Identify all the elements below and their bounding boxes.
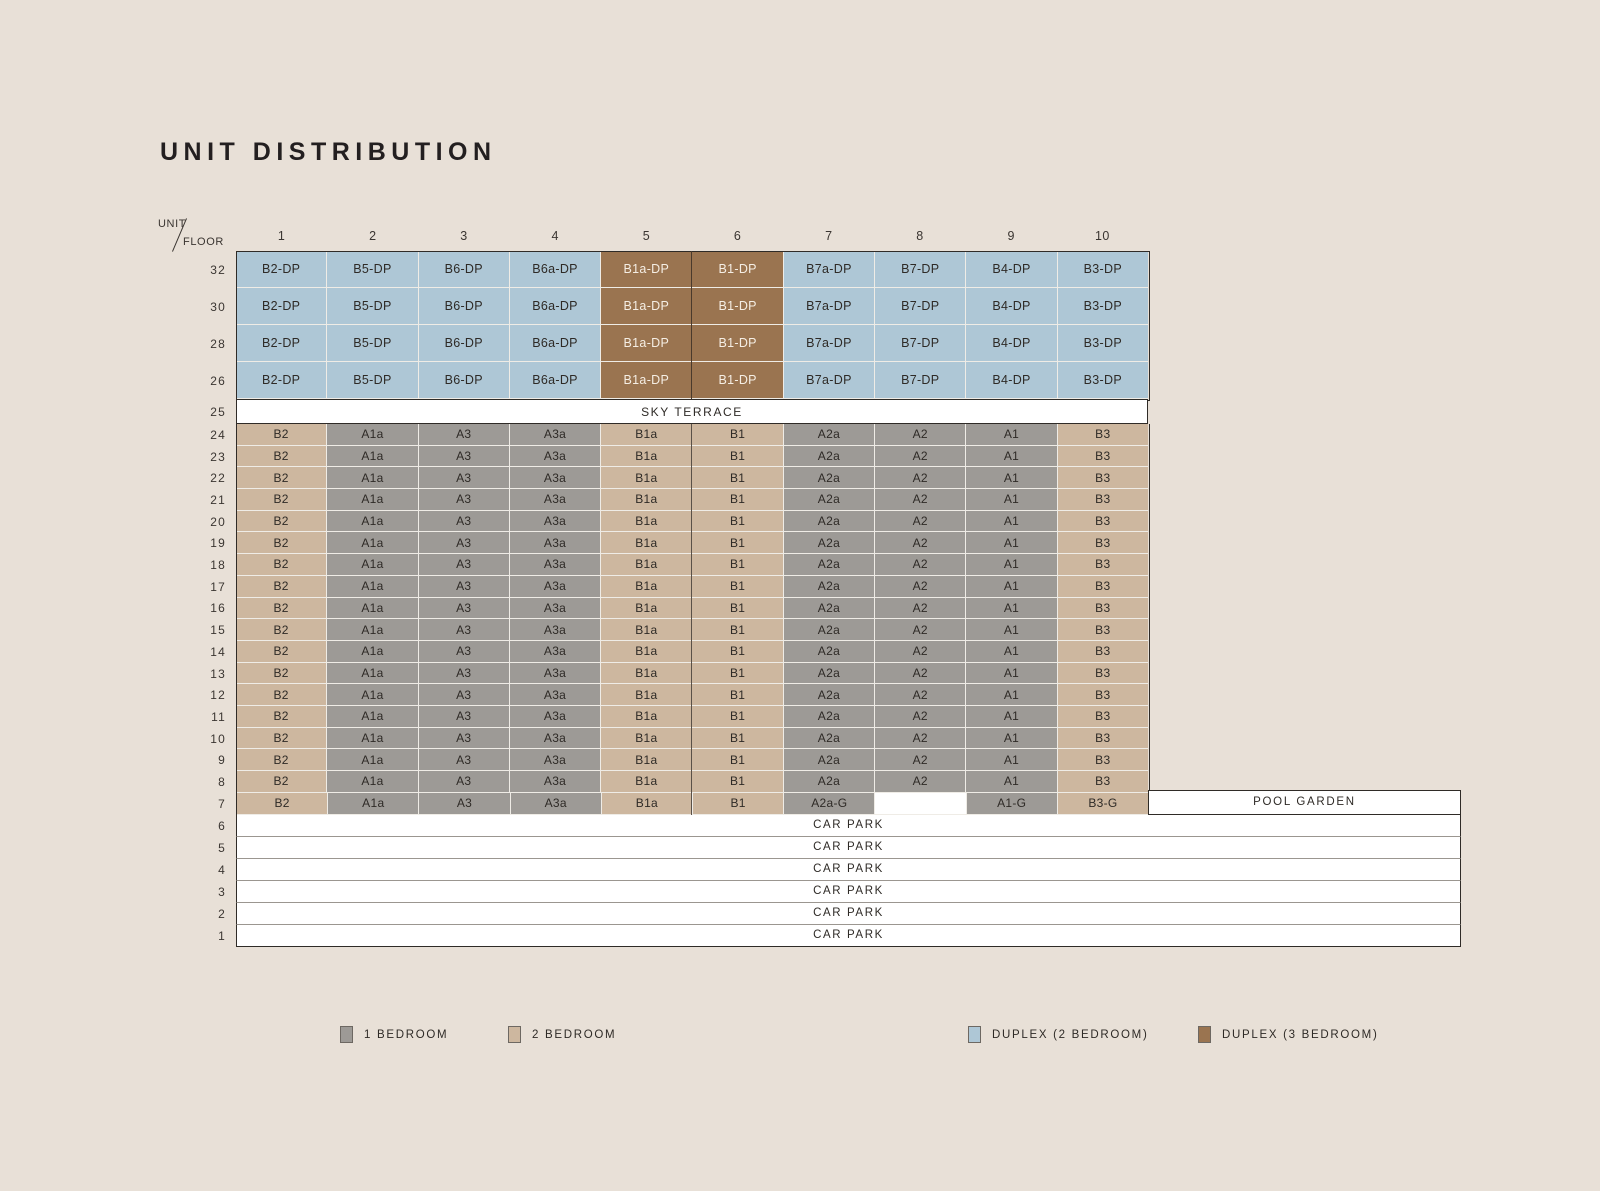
floor-label-15: 15: [210, 623, 226, 638]
unit-cell[interactable]: B1a: [601, 663, 692, 685]
floor-label-2: 2: [218, 906, 226, 921]
floor-label-17: 17: [210, 579, 226, 594]
column-header-9: 9: [1007, 229, 1015, 243]
unit-cell[interactable]: B2: [236, 424, 327, 446]
column-header-8: 8: [916, 229, 924, 243]
unit-cell[interactable]: B4-DP: [966, 288, 1057, 325]
unit-cell[interactable]: A1: [966, 554, 1057, 576]
unit-cell[interactable]: B7-DP: [875, 288, 966, 325]
unit-cell[interactable]: A2a: [784, 554, 875, 576]
column-header-row: [236, 229, 1148, 247]
unit-cell[interactable]: A1a: [327, 749, 418, 771]
unit-cell[interactable]: A1a: [327, 467, 418, 489]
unit-cell[interactable]: B1a: [601, 554, 692, 576]
unit-cell[interactable]: B1: [692, 424, 783, 446]
unit-cell[interactable]: B2: [236, 619, 327, 641]
unit-cell[interactable]: A1a: [328, 793, 419, 815]
unit-cell[interactable]: A1: [966, 706, 1057, 728]
unit-cell[interactable]: B1: [692, 467, 783, 489]
unit-cell[interactable]: A3a: [510, 706, 601, 728]
unit-cell[interactable]: B3: [1058, 663, 1148, 685]
unit-cell[interactable]: A2a: [784, 576, 875, 598]
unit-cell[interactable]: B3: [1058, 706, 1148, 728]
unit-cell[interactable]: A2a: [784, 467, 875, 489]
floor-label-7: 7: [218, 796, 226, 811]
unit-cell[interactable]: A3a: [510, 554, 601, 576]
unit-cell[interactable]: B1a: [601, 489, 692, 511]
legend-label: 1 BEDROOM: [364, 1028, 449, 1041]
unit-cell[interactable]: B3: [1058, 532, 1148, 554]
unit-cell[interactable]: B1a: [601, 598, 692, 620]
unit-cell[interactable]: B2: [236, 489, 327, 511]
unit-cell[interactable]: B2: [236, 446, 327, 468]
car-park-row: CAR PARK: [236, 859, 1461, 881]
unit-cell[interactable]: A1a: [327, 619, 418, 641]
floor-label-11: 11: [211, 709, 226, 724]
duplex-core-divider: [691, 251, 692, 399]
unit-cell[interactable]: B1a-DP: [601, 325, 692, 362]
unit-cell[interactable]: B1-DP: [692, 288, 783, 325]
floor-label-32: 32: [210, 262, 226, 277]
floor-label-5: 5: [218, 840, 226, 855]
unit-cell[interactable]: B4-DP: [966, 362, 1057, 399]
unit-cell[interactable]: A3a: [510, 511, 601, 533]
unit-cell[interactable]: B1: [692, 684, 783, 706]
unit-cell[interactable]: A2a: [784, 663, 875, 685]
unit-cell[interactable]: B4-DP: [966, 251, 1057, 288]
unit-cell[interactable]: A2: [875, 489, 966, 511]
unit-cell[interactable]: A3a: [510, 619, 601, 641]
unit-cell[interactable]: A2a: [784, 749, 875, 771]
unit-cell[interactable]: A3: [419, 749, 510, 771]
unit-cell[interactable]: A3a: [510, 771, 601, 793]
unit-cell[interactable]: B3: [1058, 446, 1148, 468]
unit-cell[interactable]: A1: [966, 467, 1057, 489]
unit-cell[interactable]: B3-G: [1058, 793, 1148, 815]
unit-cell[interactable]: A2: [875, 641, 966, 663]
unit-cell[interactable]: B2: [236, 467, 327, 489]
unit-cell[interactable]: A2a: [784, 532, 875, 554]
unit-cell[interactable]: B1a: [601, 749, 692, 771]
unit-cell[interactable]: A3: [419, 619, 510, 641]
car-park-row: CAR PARK: [236, 903, 1461, 925]
unit-cell[interactable]: A2: [875, 771, 966, 793]
unit-cell[interactable]: A2a: [784, 728, 875, 750]
unit-cell[interactable]: A2a: [784, 706, 875, 728]
floor-label-22: 22: [210, 471, 226, 486]
unit-cell[interactable]: B3-DP: [1058, 251, 1148, 288]
unit-cell[interactable]: A1: [966, 424, 1057, 446]
unit-cell[interactable]: B2-DP: [236, 288, 327, 325]
unit-cell[interactable]: A1: [966, 684, 1057, 706]
unit-cell[interactable]: A2a: [784, 771, 875, 793]
unit-cell[interactable]: B3: [1058, 576, 1148, 598]
unit-cell[interactable]: B2: [237, 793, 328, 815]
unit-cell[interactable]: B1: [692, 532, 783, 554]
unit-cell[interactable]: B6-DP: [419, 288, 510, 325]
unit-cell[interactable]: B1a: [601, 619, 692, 641]
legend-item: [340, 1026, 448, 1043]
unit-cell[interactable]: B1-DP: [692, 362, 783, 399]
unit-cell[interactable]: A1a: [327, 489, 418, 511]
column-header-3: 3: [460, 229, 468, 243]
legend-label: DUPLEX (3 BEDROOM): [1222, 1028, 1379, 1041]
unit-cell[interactable]: B1: [692, 728, 783, 750]
floor-label-28: 28: [210, 336, 226, 351]
unit-cell[interactable]: B2: [236, 576, 327, 598]
unit-cell[interactable]: B3: [1058, 684, 1148, 706]
unit-cell[interactable]: A2: [875, 663, 966, 685]
unit-cell[interactable]: A1: [966, 489, 1057, 511]
column-header-10: 10: [1094, 229, 1110, 243]
unit-cell[interactable]: B1: [692, 446, 783, 468]
unit-cell[interactable]: A2: [875, 706, 966, 728]
floor-label-1: 1: [218, 928, 226, 943]
unit-cell[interactable]: B1: [692, 771, 783, 793]
unit-cell[interactable]: B1a: [601, 576, 692, 598]
unit-cell[interactable]: A1a: [327, 728, 418, 750]
car-park-row: CAR PARK: [236, 925, 1461, 947]
unit-cell[interactable]: B3: [1058, 511, 1148, 533]
unit-distribution-grid: [236, 251, 1356, 947]
unit-cell[interactable]: A3: [419, 532, 510, 554]
unit-cell[interactable]: B1: [692, 706, 783, 728]
unit-cell[interactable]: B5-DP: [327, 362, 418, 399]
unit-cell[interactable]: A3: [419, 424, 510, 446]
unit-cell[interactable]: A2a: [784, 446, 875, 468]
floor-label-12: 12: [210, 688, 226, 703]
unit-cell[interactable]: A3a: [510, 467, 601, 489]
unit-cell[interactable]: B1a: [601, 446, 692, 468]
legend-item: [968, 1026, 1148, 1043]
legend-swatch-icon: [340, 1026, 353, 1043]
legend-item: [508, 1026, 616, 1043]
unit-cell[interactable]: A3: [419, 706, 510, 728]
floor-label-6: 6: [218, 818, 226, 833]
floor-label-16: 16: [210, 601, 226, 616]
unit-cell[interactable]: A2: [875, 728, 966, 750]
unit-cell[interactable]: B2-DP: [236, 251, 327, 288]
column-header-7: 7: [825, 229, 833, 243]
unit-cell[interactable]: B1a: [601, 684, 692, 706]
unit-cell[interactable]: A2: [875, 424, 966, 446]
unit-cell[interactable]: B3: [1058, 641, 1148, 663]
standard-core-divider: [691, 424, 692, 815]
unit-cell[interactable]: B7a-DP: [784, 288, 875, 325]
floor-label-8: 8: [218, 775, 226, 790]
unit-cell[interactable]: B3: [1058, 554, 1148, 576]
unit-cell[interactable]: A2: [875, 532, 966, 554]
unit-cell[interactable]: B1a-DP: [601, 362, 692, 399]
unit-cell[interactable]: A3: [419, 576, 510, 598]
unit-cell[interactable]: B1a: [601, 771, 692, 793]
unit-cell[interactable]: B2: [236, 663, 327, 685]
unit-cell[interactable]: B6a-DP: [510, 362, 601, 399]
axis-floor-label: FLOOR: [183, 236, 224, 248]
unit-cell[interactable]: A3: [419, 467, 510, 489]
unit-cell[interactable]: A3: [419, 641, 510, 663]
unit-cell[interactable]: A3: [419, 598, 510, 620]
unit-cell[interactable]: A2: [875, 684, 966, 706]
unit-cell[interactable]: B1a: [601, 641, 692, 663]
legend-swatch-icon: [968, 1026, 981, 1043]
unit-cell[interactable]: A1: [966, 619, 1057, 641]
unit-cell[interactable]: A2: [875, 554, 966, 576]
floor-label-25: 25: [210, 404, 226, 419]
unit-cell[interactable]: B1: [692, 554, 783, 576]
unit-cell[interactable]: A1a: [327, 511, 418, 533]
unit-cell[interactable]: A2: [875, 511, 966, 533]
unit-cell[interactable]: B2-DP: [236, 362, 327, 399]
unit-cell[interactable]: A1: [966, 446, 1057, 468]
unit-cell[interactable]: A3: [419, 793, 510, 815]
unit-cell[interactable]: A3a: [510, 598, 601, 620]
unit-cell[interactable]: B3: [1058, 749, 1148, 771]
unit-cell[interactable]: B2: [236, 598, 327, 620]
unit-cell[interactable]: A3: [419, 446, 510, 468]
unit-cell[interactable]: A1a: [327, 446, 418, 468]
unit-cell[interactable]: A1: [966, 532, 1057, 554]
unit-cell[interactable]: B3: [1058, 424, 1148, 446]
unit-cell[interactable]: A2: [875, 446, 966, 468]
unit-cell[interactable]: B3-DP: [1058, 288, 1148, 325]
unit-cell[interactable]: B7a-DP: [784, 325, 875, 362]
legend-label: DUPLEX (2 BEDROOM): [992, 1028, 1149, 1041]
floor-label-18: 18: [210, 558, 226, 573]
unit-cell[interactable]: A1: [966, 771, 1057, 793]
unit-cell[interactable]: B1a: [601, 532, 692, 554]
unit-cell[interactable]: A1: [966, 749, 1057, 771]
unit-cell[interactable]: A1a: [327, 663, 418, 685]
unit-cell[interactable]: B6-DP: [419, 362, 510, 399]
unit-cell[interactable]: B1: [692, 489, 783, 511]
floor-label-13: 13: [210, 666, 226, 681]
unit-cell[interactable]: B3-DP: [1058, 362, 1148, 399]
unit-cell[interactable]: A2a: [784, 684, 875, 706]
unit-cell[interactable]: A1a: [327, 706, 418, 728]
unit-cell[interactable]: B1a: [601, 467, 692, 489]
unit-cell[interactable]: B7a-DP: [784, 251, 875, 288]
unit-cell[interactable]: B1a: [601, 511, 692, 533]
unit-cell[interactable]: B1a: [601, 424, 692, 446]
unit-cell[interactable]: B3: [1058, 489, 1148, 511]
unit-cell[interactable]: A2a: [784, 598, 875, 620]
unit-cell[interactable]: A3: [419, 771, 510, 793]
floor-label-21: 21: [210, 492, 226, 507]
floor-7-row-wrapper: [236, 793, 1461, 815]
standard-floors-block: [236, 424, 1148, 793]
unit-cell[interactable]: B1a: [601, 728, 692, 750]
unit-cell[interactable]: B2: [236, 684, 327, 706]
unit-cell[interactable]: [875, 793, 966, 815]
unit-cell[interactable]: A2: [875, 467, 966, 489]
car-park-row: CAR PARK: [236, 881, 1461, 903]
unit-cell[interactable]: B3: [1058, 728, 1148, 750]
legend-item: [1198, 1026, 1378, 1043]
unit-cell[interactable]: A1a: [327, 532, 418, 554]
unit-cell[interactable]: B1-DP: [692, 325, 783, 362]
unit-cell[interactable]: A1a: [327, 641, 418, 663]
unit-cell[interactable]: B1a-DP: [601, 251, 692, 288]
unit-cell[interactable]: A3a: [510, 489, 601, 511]
unit-cell[interactable]: B2: [236, 771, 327, 793]
unit-cell[interactable]: A2a: [784, 641, 875, 663]
unit-cell[interactable]: B3: [1058, 771, 1148, 793]
unit-cell[interactable]: B3: [1058, 467, 1148, 489]
unit-cell[interactable]: A1-G: [967, 793, 1058, 815]
column-header-6: 6: [733, 229, 742, 243]
unit-cell[interactable]: B2: [236, 728, 327, 750]
unit-cell[interactable]: B2-DP: [236, 325, 327, 362]
unit-cell[interactable]: B7-DP: [875, 325, 966, 362]
unit-cell[interactable]: B5-DP: [327, 251, 418, 288]
unit-cell[interactable]: A3a: [510, 532, 601, 554]
unit-cell[interactable]: B4-DP: [966, 325, 1057, 362]
unit-cell[interactable]: B2: [236, 749, 327, 771]
unit-cell[interactable]: A3: [419, 554, 510, 576]
floor-label-3: 3: [218, 884, 226, 899]
unit-cell[interactable]: A3a: [510, 424, 601, 446]
legend-swatch-icon: [508, 1026, 521, 1043]
unit-cell[interactable]: B2: [236, 554, 327, 576]
floor-label-14: 14: [210, 644, 226, 659]
unit-cell[interactable]: A3a: [510, 728, 601, 750]
unit-cell[interactable]: B7-DP: [875, 362, 966, 399]
legend-swatch-icon: [1198, 1026, 1211, 1043]
floor-label-30: 30: [210, 299, 226, 314]
unit-cell[interactable]: B2: [236, 532, 327, 554]
floor-label-10: 10: [210, 731, 226, 746]
unit-cell[interactable]: B3-DP: [1058, 325, 1148, 362]
unit-cell[interactable]: A1: [966, 641, 1057, 663]
unit-cell[interactable]: A3: [419, 728, 510, 750]
column-header-4: 4: [551, 229, 559, 243]
unit-cell[interactable]: A3: [419, 684, 510, 706]
unit-cell[interactable]: B2: [236, 641, 327, 663]
unit-cell[interactable]: A1: [966, 728, 1057, 750]
unit-cell[interactable]: A1a: [327, 576, 418, 598]
unit-cell[interactable]: B3: [1058, 598, 1148, 620]
unit-cell[interactable]: A1a: [327, 424, 418, 446]
unit-cell[interactable]: A2a: [784, 511, 875, 533]
car-park-row: CAR PARK: [236, 837, 1461, 859]
unit-cell[interactable]: B1: [692, 511, 783, 533]
duplex-block: [236, 251, 1148, 399]
unit-cell[interactable]: B1: [692, 598, 783, 620]
unit-cell[interactable]: A3a: [510, 684, 601, 706]
sky-terrace-row: SKY TERRACE: [236, 399, 1148, 424]
car-park-block: [236, 815, 1461, 947]
unit-cell[interactable]: A2: [875, 619, 966, 641]
column-header-5: 5: [642, 229, 651, 243]
unit-cell[interactable]: A1: [966, 663, 1057, 685]
unit-cell[interactable]: B1: [692, 663, 783, 685]
floor-label-26: 26: [210, 373, 226, 388]
unit-cell[interactable]: A2: [875, 598, 966, 620]
unit-cell[interactable]: B6-DP: [419, 251, 510, 288]
legend: [340, 1026, 1400, 1048]
unit-cell[interactable]: B2: [236, 706, 327, 728]
unit-cell[interactable]: A2a: [784, 489, 875, 511]
unit-cell[interactable]: A1: [966, 511, 1057, 533]
unit-cell[interactable]: B6a-DP: [510, 288, 601, 325]
unit-cell[interactable]: B1a-DP: [601, 288, 692, 325]
unit-cell[interactable]: B5-DP: [327, 288, 418, 325]
unit-cell[interactable]: B2: [236, 511, 327, 533]
unit-cell[interactable]: A2: [875, 576, 966, 598]
unit-cell[interactable]: B1: [693, 793, 784, 815]
unit-cell[interactable]: B6a-DP: [510, 325, 601, 362]
unit-cell[interactable]: B1: [692, 576, 783, 598]
unit-cell[interactable]: A3a: [511, 793, 602, 815]
unit-cell[interactable]: B7a-DP: [784, 362, 875, 399]
column-header-2: 2: [369, 229, 377, 243]
column-header-1: 1: [277, 229, 286, 243]
unit-cell[interactable]: B3: [1058, 619, 1148, 641]
floor-label-20: 20: [210, 514, 226, 529]
unit-cell[interactable]: A1a: [327, 554, 418, 576]
unit-cell[interactable]: B1: [692, 641, 783, 663]
unit-cell[interactable]: A3a: [510, 663, 601, 685]
unit-cell[interactable]: A2a: [784, 619, 875, 641]
unit-cell[interactable]: A3: [419, 511, 510, 533]
unit-cell[interactable]: B1: [692, 749, 783, 771]
unit-cell[interactable]: A3: [419, 489, 510, 511]
unit-cell[interactable]: B1a: [602, 793, 693, 815]
car-park-row: CAR PARK: [236, 815, 1461, 837]
floor-label-19: 19: [210, 536, 226, 551]
unit-cell[interactable]: B5-DP: [327, 325, 418, 362]
floor-label-24: 24: [210, 427, 226, 442]
axis-unit-label: UNIT: [158, 218, 187, 230]
unit-cell[interactable]: B1-DP: [692, 251, 783, 288]
unit-cell[interactable]: A2a-G: [784, 793, 875, 815]
unit-cell[interactable]: A3a: [510, 641, 601, 663]
unit-cell[interactable]: A1: [966, 598, 1057, 620]
unit-cell[interactable]: A3a: [510, 446, 601, 468]
unit-cell[interactable]: B1a: [601, 706, 692, 728]
unit-cell[interactable]: A3a: [510, 576, 601, 598]
unit-cell[interactable]: A1a: [327, 684, 418, 706]
unit-cell[interactable]: A2a: [784, 424, 875, 446]
unit-cell[interactable]: A1: [966, 576, 1057, 598]
pool-garden-block: POOL GARDEN: [1148, 790, 1461, 815]
floor-label-23: 23: [210, 449, 226, 464]
legend-label: 2 BEDROOM: [532, 1028, 617, 1041]
unit-cell[interactable]: A1a: [327, 598, 418, 620]
unit-cell[interactable]: B7-DP: [875, 251, 966, 288]
floor-label-9: 9: [218, 753, 226, 768]
unit-cell[interactable]: B6a-DP: [510, 251, 601, 288]
unit-cell[interactable]: A1a: [327, 771, 418, 793]
unit-cell[interactable]: B1: [692, 619, 783, 641]
unit-cell[interactable]: A3: [419, 663, 510, 685]
floor-label-4: 4: [218, 862, 226, 877]
unit-cell[interactable]: A3a: [510, 749, 601, 771]
page-title: UNIT DISTRIBUTION: [160, 138, 497, 166]
unit-cell[interactable]: A2: [875, 749, 966, 771]
unit-cell[interactable]: B6-DP: [419, 325, 510, 362]
